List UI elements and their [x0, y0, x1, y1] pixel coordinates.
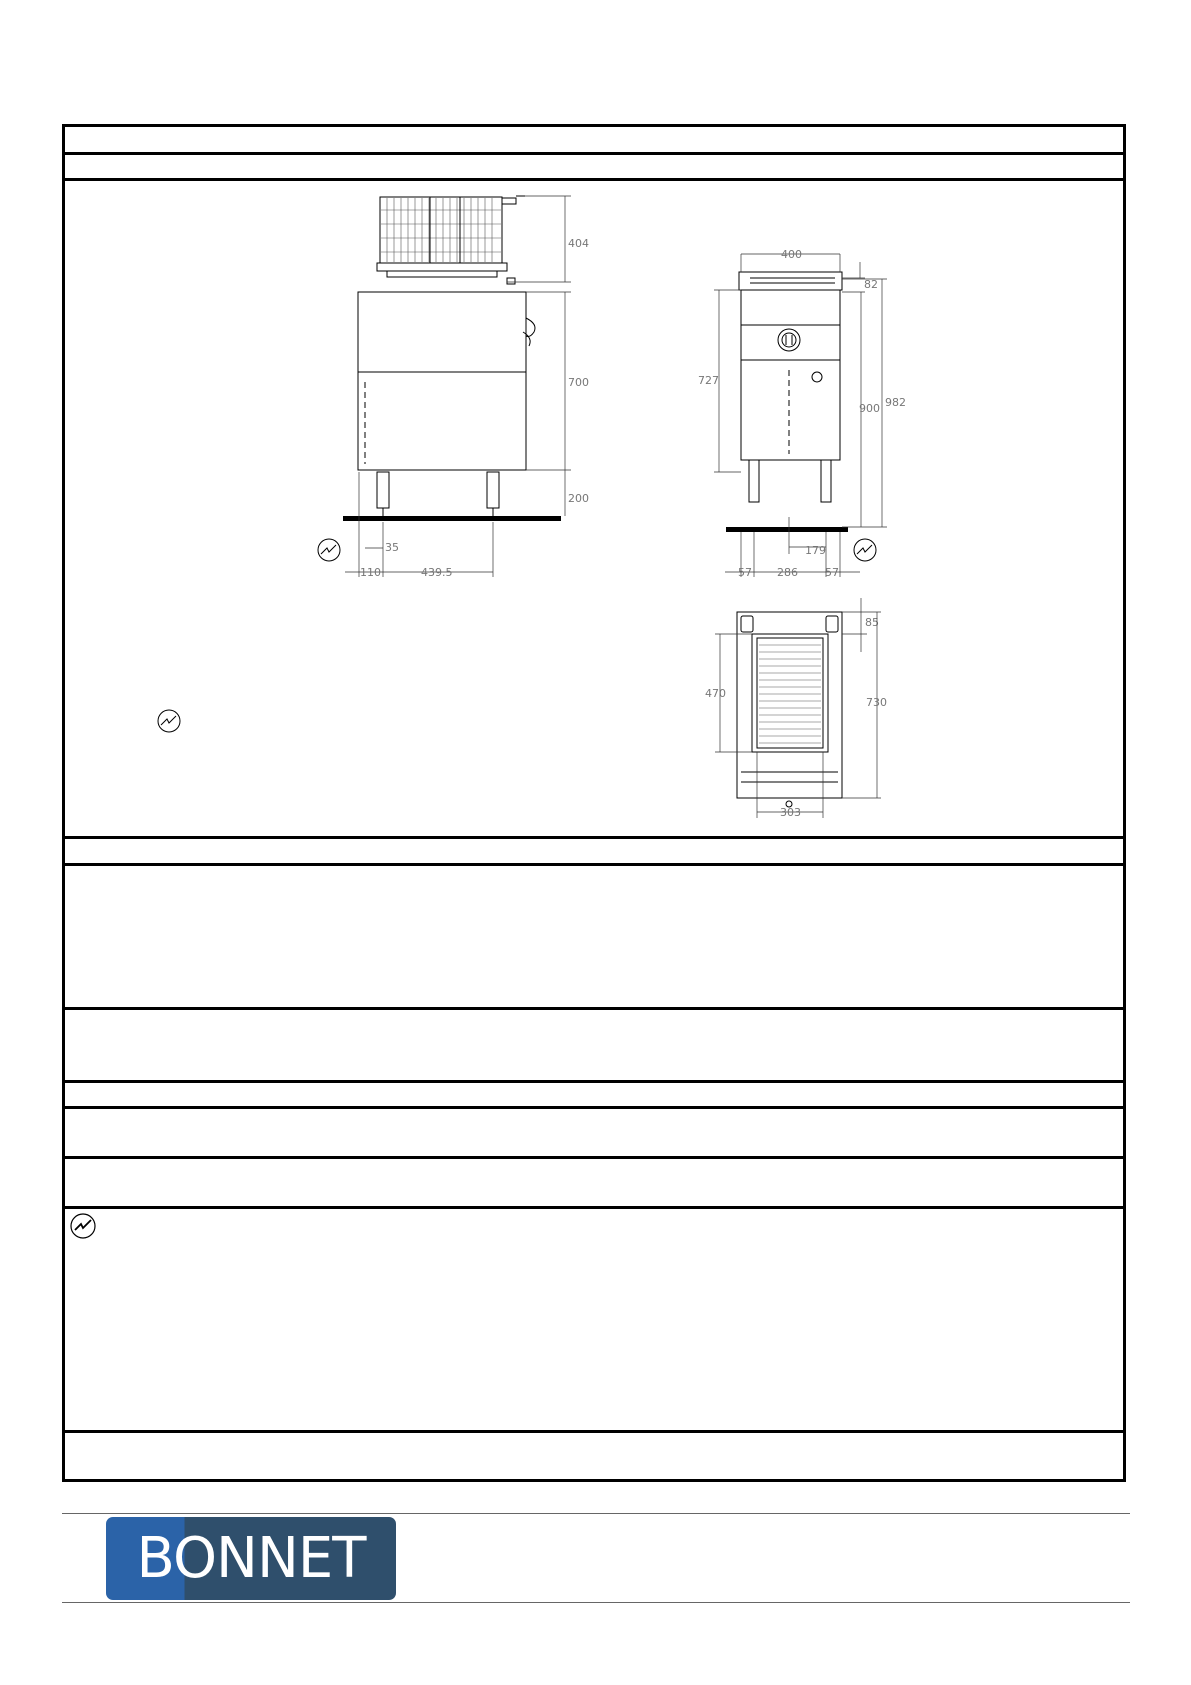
dim-basket-height: 404 — [568, 237, 589, 250]
description-section-divider — [62, 1007, 1126, 1010]
dim-side-gap-left: 57 — [738, 566, 752, 579]
dim-leg-height: 200 — [568, 492, 589, 505]
dim-offset-b: 110 — [360, 566, 381, 579]
technical-drawing — [65, 182, 1123, 836]
dim-front-leg-spacing: 286 — [777, 566, 798, 579]
dim-connection-offset: 179 — [805, 544, 826, 557]
dim-offset-a: 35 — [385, 541, 399, 554]
dim-depth: 730 — [866, 696, 887, 709]
dim-work-height: 900 — [859, 402, 880, 415]
title-row-divider — [62, 152, 1126, 155]
drawing-section-divider — [62, 836, 1126, 839]
accessories-header-divider — [62, 1106, 1126, 1109]
dim-top-offset: 82 — [864, 278, 878, 291]
dim-front-width: 400 — [781, 248, 802, 261]
accessories-section-divider — [62, 1156, 1126, 1159]
dim-leg-spacing: 439.5 — [421, 566, 453, 579]
side-view — [318, 196, 589, 579]
electrical-section-divider — [62, 1430, 1126, 1433]
technical-data-divider — [62, 1206, 1126, 1209]
footer-top-rule — [62, 1513, 1130, 1514]
dim-total-height: 982 — [885, 396, 906, 409]
dim-front-body-height: 727 — [698, 374, 719, 387]
options-section-divider — [62, 1080, 1126, 1083]
subtitle-row-divider — [62, 178, 1126, 181]
dim-body-height: 700 — [568, 376, 589, 389]
footer-bottom-rule — [62, 1602, 1130, 1603]
description-header-divider — [62, 863, 1126, 866]
top-view — [705, 598, 887, 819]
dim-well-width: 303 — [780, 806, 801, 819]
electrical-connection-icon — [318, 539, 340, 561]
brand-logo — [106, 1517, 396, 1600]
dim-rear-offset: 85 — [865, 616, 879, 629]
electrical-legend-icon — [158, 710, 180, 732]
electrical-connection-icon — [69, 1212, 97, 1240]
dim-well-depth: 470 — [705, 687, 726, 700]
electrical-connection-icon — [854, 539, 876, 561]
front-view — [698, 248, 906, 579]
dim-side-gap-right: 57 — [825, 566, 839, 579]
brand-logo-text: BONNET — [136, 1526, 366, 1591]
